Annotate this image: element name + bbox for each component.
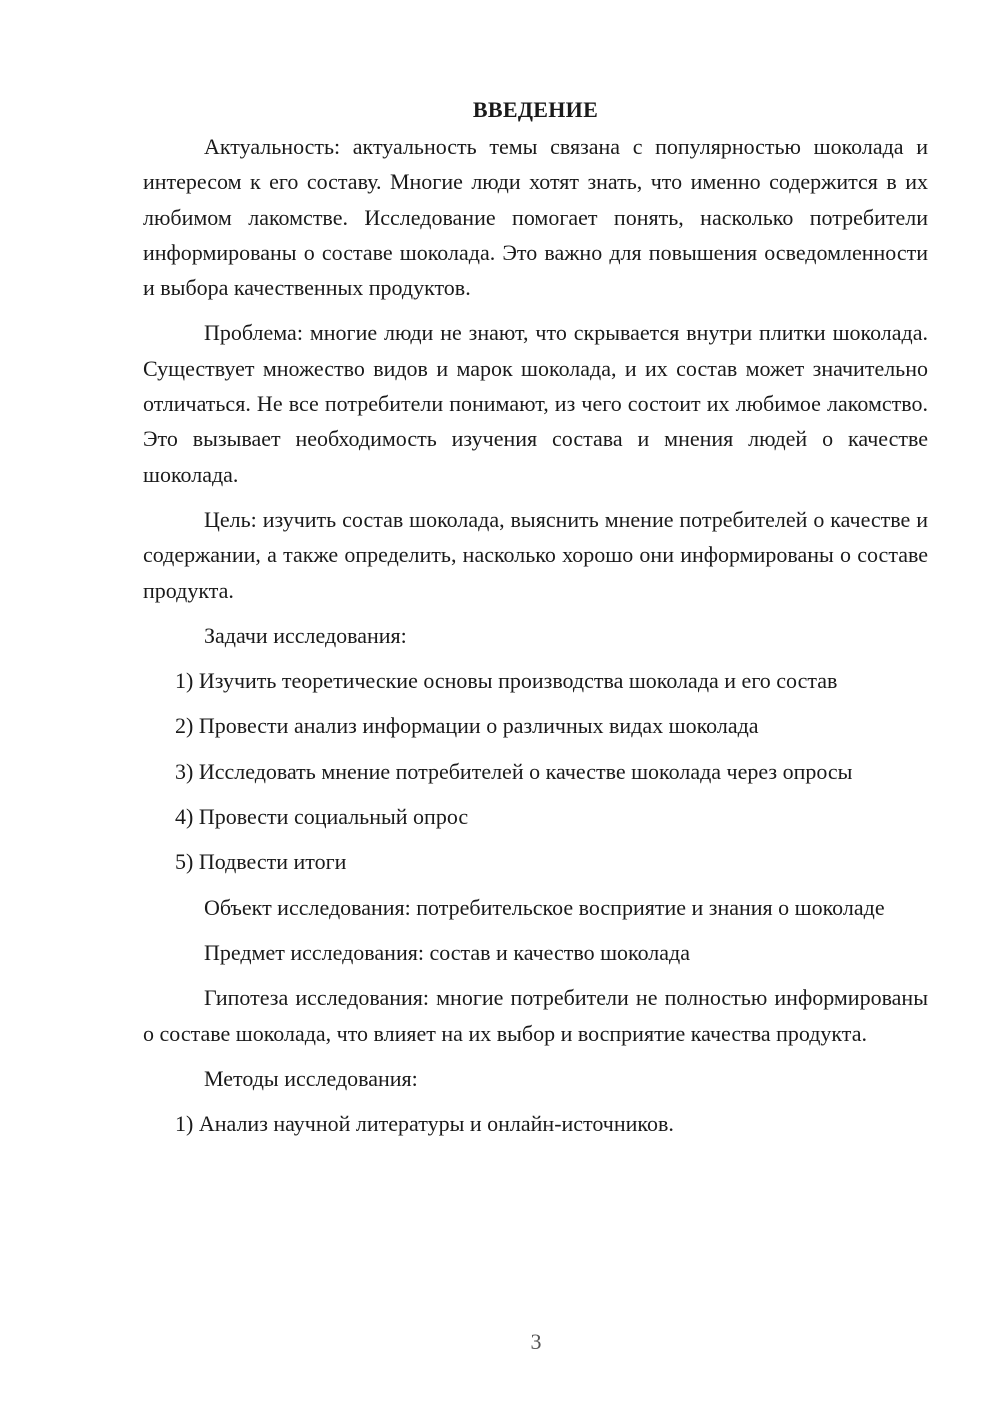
methods-heading: Методы исследования: xyxy=(204,1065,418,1091)
task-item-2: 2) Провести анализ информации о различных видах шоколада xyxy=(175,713,759,739)
task-item-5: 5) Подвести итоги xyxy=(175,849,347,875)
document-page xyxy=(143,92,928,1151)
hypothesis-paragraph: Гипотеза исследования: многие потребители не полностью информированы о составе шоколада, что влияет на их выбор и восприятие качества продукта. xyxy=(143,985,928,1046)
goal-paragraph: Цель: изучить состав шоколада, выяснить мнение потребителей о качестве и содержании, а также определить, насколько хорошо они информированы о составе продукта. xyxy=(143,506,928,603)
task-item-1: 1) Изучить теоретические основы производства шоколада и его состав xyxy=(175,668,838,694)
section-title: ВВЕДЕНИЕ xyxy=(472,97,599,122)
page-number: 3 xyxy=(530,1329,542,1354)
subject-paragraph: Предмет исследования: состав и качество шоколада xyxy=(204,939,690,965)
method-item-1: 1) Анализ научной литературы и онлайн-источников. xyxy=(175,1111,674,1137)
task-item-3: 3) Исследовать мнение потребителей о качестве шоколада через опросы xyxy=(175,758,853,784)
relevance-paragraph: Актуальность: актуальность темы связана с популярностью шоколада и интересом к его составу. Многие люди хотят знать, что именно содержится в их любимом лакомстве. Исследование помогает понять, насколько потребители информированы о составе шоколада. Это важно для повышения осведомленности и выбора качественных продуктов. xyxy=(143,134,928,301)
problem-paragraph: Проблема: многие люди не знают, что скрывается внутри плитки шоколада. Существует множество видов и марок шоколада, и их состав может значительно отличаться. Не все потребители понимают, из чего состоит их любимое лакомство. Это вызывает необходимость изучения состава и мнения людей о качестве шоколада. xyxy=(143,320,928,487)
task-item-4: 4) Провести социальный опрос xyxy=(175,804,469,830)
tasks-heading: Задачи исследования: xyxy=(204,622,407,648)
object-paragraph: Объект исследования: потребительское восприятие и знания о шоколаде xyxy=(204,894,885,920)
